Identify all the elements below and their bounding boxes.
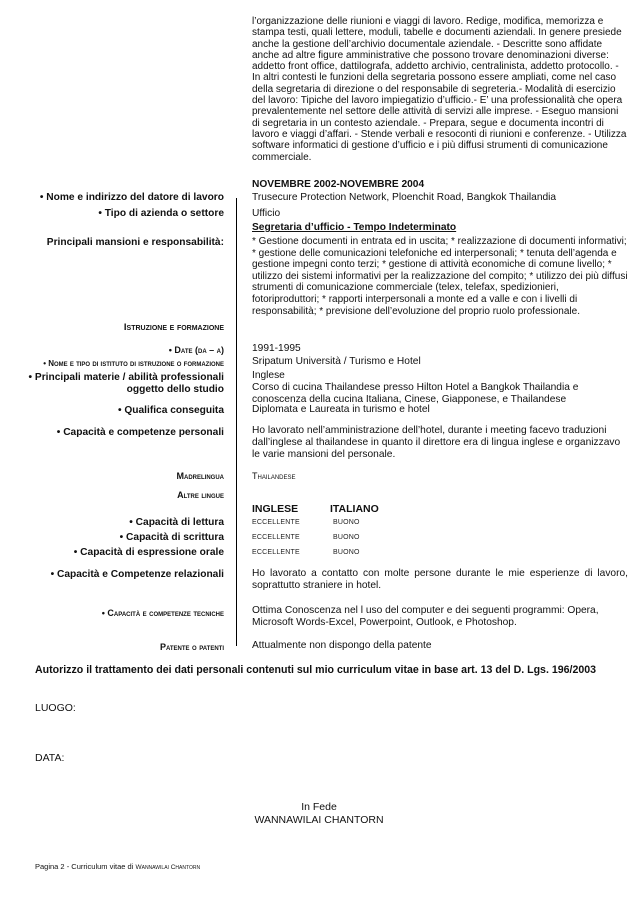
personal-skills-label: • Capacità e competenze personali [56, 427, 224, 438]
education-dates: 1991-1995 [252, 343, 301, 354]
writing-level-2: BUONO [333, 534, 360, 541]
employer-label: • Nome e indirizzo del datore di lavoro [39, 192, 224, 203]
intro-paragraph: l’organizzazione delle riunioni e viaggi di lavoro. Redige, modifica, memorizza e stampa testi, quali lettere, moduli, tabelle e documenti aziendali. In genere presiede anche la gestione dell’archivio documentale aziendale. - Descritte sono affidate anche ad altre figure amministrative che possono trovare denominazioni diverse: addetto front office, dattilografa, addetto archivio, centralinista, addetto protocollo. - In altri contesti le funzioni della segretaria possono essere ampliati, come nel caso della segretaria di direzione o del responsabile di segreteria.- Modalità di esercizio del lavoro: Tipiche del lavoro impiegatizio d’ufficio.- E’ una professionalità che opera prevalentemente nel settore delle attività di servizi alle imprese. - Eseguo mansioni di segretaria in un contesto aziendale. - Prepara, segue e documenta incontri di lavoro e viaggi d’affari. - Stende verbali e resoconti di riunioni e conferenze. - Utilizza software informatici di gestione d’ufficio e i più diffusi strumenti di comunicazione commerciale. [252, 16, 627, 163]
subjects-label-1: • Principali materie / abilità professionali [28, 372, 224, 383]
language-1-heading: INGLESE [252, 503, 299, 515]
employer-value: Trusecure Protection Network, Ploenchit Road, Bangkok Thailandia [252, 192, 557, 203]
duties-label: Principali mansioni e responsabilità: [46, 237, 224, 248]
job-position: Segretaria d’ufficio - Tempo Indeterminato [252, 222, 457, 233]
qualification-label: • Qualifica conseguita [117, 405, 224, 416]
page-footer [35, 862, 200, 871]
writing-label: • Capacità di scrittura [119, 532, 224, 543]
technical-value: Ottima Conoscenza nel l uso del computer e dei seguenti programmi: Opera, Microsoft Words-Excel, Powerpoint, Outlook, e Photoshop. [252, 605, 599, 629]
reading-label: • Capacità di lettura [129, 517, 224, 528]
place-label: LUOGO: [35, 702, 76, 714]
other-languages-label: Altre lingue [177, 490, 224, 500]
date-label: DATA: [35, 752, 65, 764]
subjects-value: Inglese Corso di cucina Thailandese presso Hilton Hotel a Bangkok Thailandia e conoscenza della cucina Italiana, Cinese, Giapponese, e Thailandese [252, 370, 579, 406]
reading-level-2: BUONO [333, 519, 360, 526]
speaking-level-1: ECCELLENTE [252, 549, 300, 556]
writing-level-1: ECCELLENTE [252, 534, 300, 541]
institute-value: Sripatum Università / Turismo e Hotel [252, 356, 421, 367]
institute-label: • Nome e tipo di istituto di istruzione o formazione [43, 359, 224, 368]
personal-skills-value: Ho lavorato nell’amministrazione dell’hotel, durante i meeting facevo traduzioni dall’inglese al thailandese in quanto il direttore era di lingua inglese e organizzavo le varie mansioni del personale. [252, 425, 621, 461]
signature-line-1: In Fede [301, 801, 337, 813]
footer-prefix: Pagina 2 - Curriculum vitae di [35, 862, 136, 871]
subjects-label-2: oggetto dello studio [126, 384, 224, 395]
duties-value: * Gestione documenti in entrata ed in uscita; * realizzazione di documenti informativi; * gestione delle comunicazioni telefoniche ed interpersonali; * tenuta dell’agenda e gestione impegni conto terzi; * gestione di attività economiche di comune livello; * utilizzo dei sistemi informativi per la realizzazione del compito; * utilizzo dei più diffusi strumenti di comunicazione commerciale (telex, telefax, spedizionieri, fotoriproduttori; * rapporti interpersonali a monte ed a valle e con i livelli di responsabilità; * previsione dell’evoluzione del proprio ruolo professionale. [252, 236, 628, 317]
license-label: Patente o patenti [159, 642, 224, 652]
technical-label: • Capacità e competenze tecniche [101, 608, 224, 618]
signature-name: WANNAWILAI CHANTORN [254, 814, 384, 826]
education-heading: Istruzione e formazione [123, 322, 224, 333]
mother-tongue-label: Madrelingua [176, 471, 224, 481]
license-value: Attualmente non dispongo della patente [252, 640, 432, 651]
education-dates-label: • Date (da – a) [168, 345, 224, 355]
consent-statement: Autorizzo il trattamento dei dati personali contenuti sul mio curriculum vitae in base art. 13 del D. Lgs. 196/2003 [35, 664, 597, 676]
speaking-label: • Capacità di espressione orale [73, 547, 224, 558]
sector-value: Ufficio [252, 208, 281, 219]
relational-value: Ho lavorato a contatto con molte persone durante le mie esperienze di lavoro, soprattutto straniere in hotel. [252, 568, 628, 592]
footer-name: Wannawilai Chantorn [135, 864, 201, 871]
job-dates: NOVEMBRE 2002-NOVEMBRE 2004 [252, 179, 425, 190]
qualification-value: Diplomata e Laureata in turismo e hotel [252, 404, 430, 415]
language-2-heading: ITALIANO [330, 503, 379, 515]
column-divider [236, 198, 237, 646]
reading-level-1: ECCELLENTE [252, 519, 300, 526]
sector-label: • Tipo di azienda o settore [98, 208, 224, 219]
mother-tongue-value: Thailandese [252, 471, 296, 481]
speaking-level-2: BUONO [333, 549, 360, 556]
relational-label: • Capacità e Competenze relazionali [50, 569, 224, 580]
